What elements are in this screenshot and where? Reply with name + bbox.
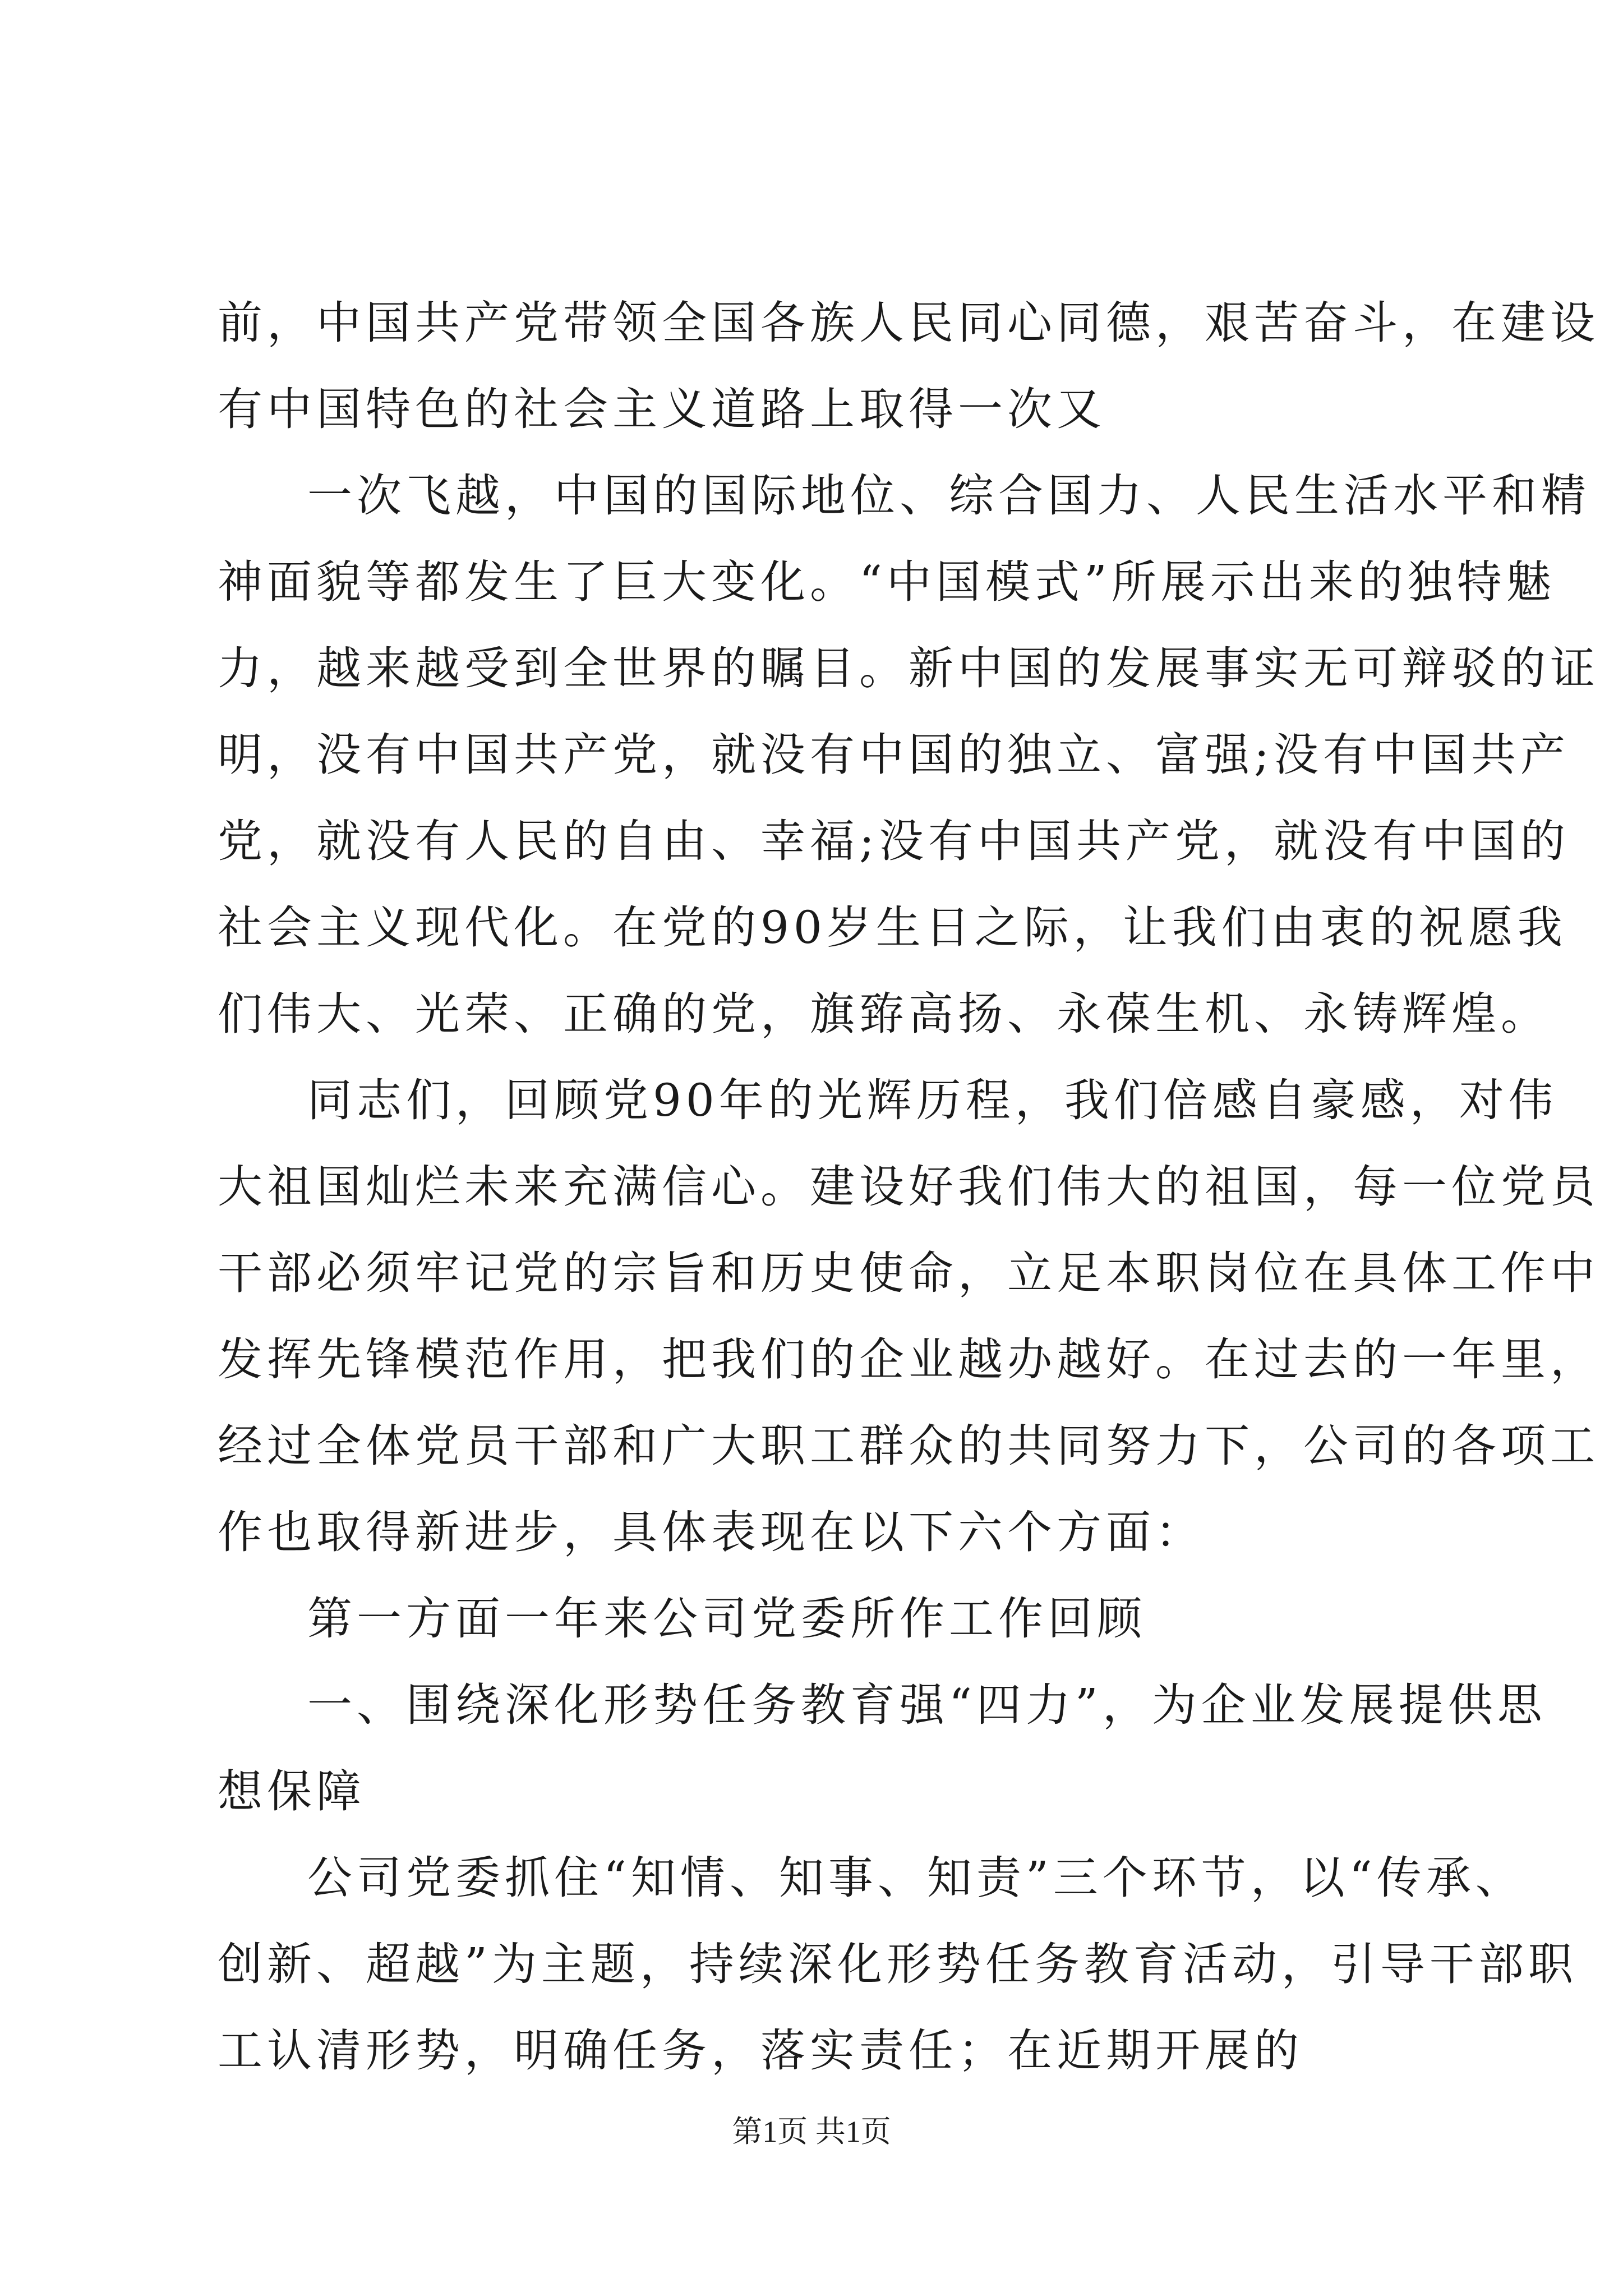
text-line: 公司党委抓住“知情、知事、知责”三个环节，以“传承、 xyxy=(307,1852,1525,1904)
text-line: 们伟大、光荣、正确的党，旗臶高扬、永葆生机、永铸辉煌。 xyxy=(218,988,1550,1040)
text-line: 社会主义现代化。在党的90岁生日之际，让我们由衷的祝愿我 xyxy=(218,901,1567,954)
text-line: 党，就没有人民的自由、幸福;没有中国共产党，就没有中国的 xyxy=(218,815,1570,867)
text-line: 同志们，回顾党90年的光辉历程，我们倍感自豪感，对伟 xyxy=(307,1074,1558,1126)
text-line: 大祖国灿烂未来充满信心。建设好我们伟大的祖国，每一位党员 xyxy=(218,1161,1599,1213)
text-line: 力，越来越受到全世界的瞩目。新中国的发展事实无可辩驳的证 xyxy=(218,642,1599,694)
text-line: 创新、超越”为主题，持续深化形势任务教育活动，引导干部职 xyxy=(218,1938,1578,1990)
text-line: 经过全体党员干部和广大职工群众的共同努力下，公司的各项工 xyxy=(218,1420,1599,1472)
text-line: 作也取得新进步，具体表现在以下六个方面： xyxy=(218,1506,1205,1558)
section-heading: 第一方面一年来公司党委所作工作回顾 xyxy=(307,1593,1146,1645)
text-line: 干部必须牢记党的宗旨和历史使命，立足本职岗位在具体工作中 xyxy=(218,1247,1599,1299)
text-line: 有中国特色的社会主义道路上取得一次又 xyxy=(218,383,1106,435)
text-line: 发挥先锋模范作用，把我们的企业越办越好。在过去的一年里， xyxy=(218,1333,1599,1386)
text-line: 明，没有中国共产党，就没有中国的独立、富强;没有中国共产 xyxy=(218,729,1570,781)
subsection-heading: 一、围绕深化形势任务教育强“四力”，为企业发展提供思 xyxy=(307,1679,1547,1731)
text-line: 神面貌等都发生了巨大变化。“中国模式”所展示出来的独特魅 xyxy=(218,556,1556,608)
text-line: 前，中国共产党带领全国各族人民同心同德，艰苦奋斗，在建设 xyxy=(218,297,1599,349)
page-footer: 第1页 共1页 xyxy=(732,2115,891,2148)
text-line: 一次飞越，中国的国际地位、综合国力、人民生活水平和精 xyxy=(307,470,1590,522)
text-line: 想保障 xyxy=(218,1765,366,1818)
text-line: 工认清形势，明确任务，落实责任；在近期开展的 xyxy=(218,2024,1303,2077)
